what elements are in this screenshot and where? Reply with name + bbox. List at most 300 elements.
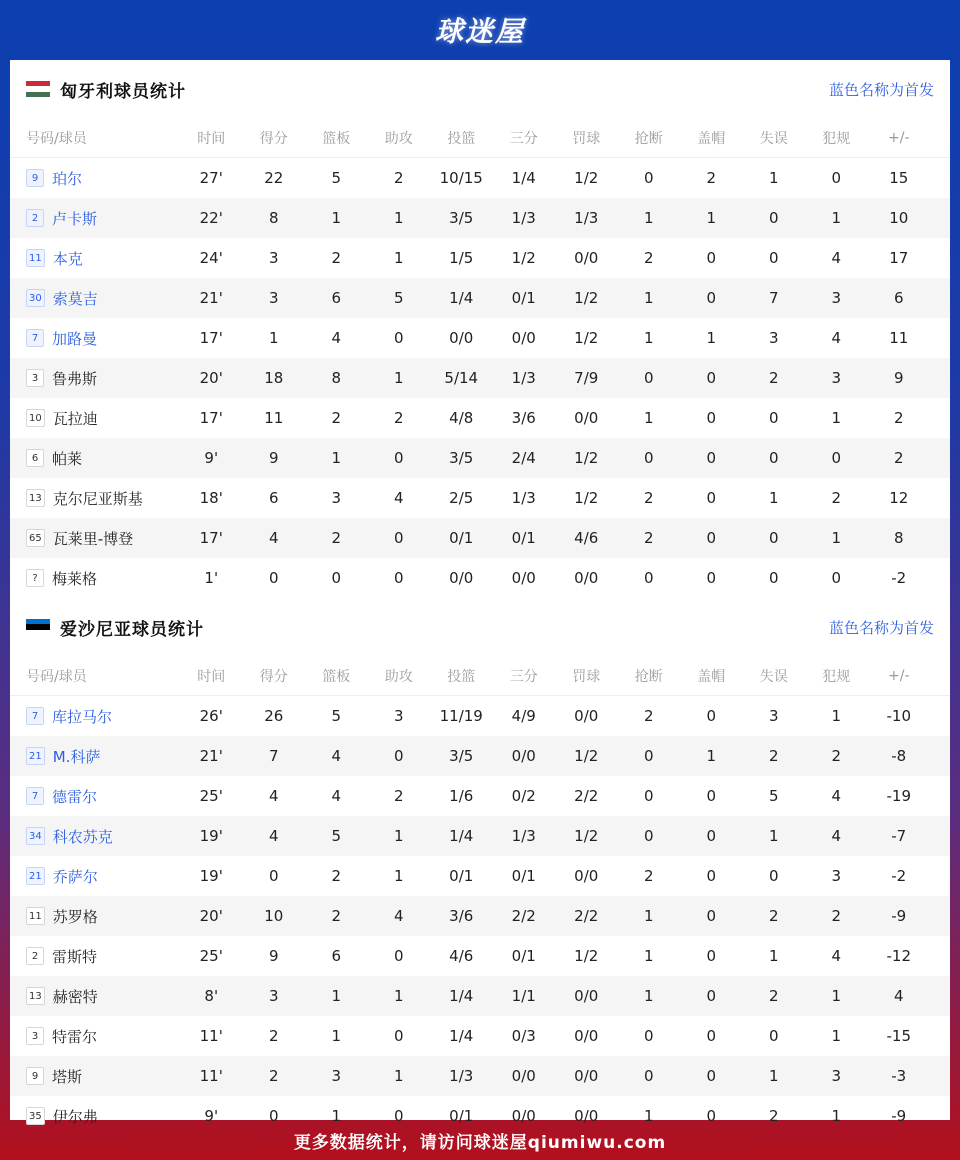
stat-cell: 2/5 [449, 489, 474, 507]
stat-cell: 0 [706, 289, 717, 307]
stat-cell: 2 [331, 249, 342, 267]
stat-cell: 11' [199, 1067, 223, 1085]
stat-cell: 1/2 [574, 947, 599, 965]
stat-cell: 3 [831, 867, 842, 885]
stat-cell: 2 [643, 707, 654, 725]
jersey-number-badge: 2 [26, 209, 44, 227]
table-row[interactable] [10, 696, 950, 736]
stat-cell: -2 [891, 569, 907, 587]
stat-cell: 8 [893, 529, 904, 547]
column-header: 助攻 [384, 668, 413, 685]
stat-cell: 0 [706, 1027, 717, 1045]
stat-cell: 2 [768, 987, 779, 1005]
stat-cell: 1 [706, 747, 717, 765]
stat-cell: 10/15 [439, 169, 483, 187]
player-name-link[interactable]: 特雷尔 [52, 1027, 98, 1046]
stat-cell: 24' [199, 249, 223, 267]
stat-cell: 3/6 [511, 409, 536, 427]
stat-cell: 11/19 [439, 707, 483, 725]
table-row[interactable] [10, 518, 950, 558]
stat-cell: 1/3 [511, 209, 536, 227]
stat-cell: 1 [831, 987, 842, 1005]
player-name-link[interactable]: 科农苏克 [52, 827, 113, 846]
stat-cell: 1/4 [449, 987, 474, 1005]
stat-cell: 1 [768, 489, 779, 507]
table-row[interactable] [10, 896, 950, 936]
player-name-link[interactable]: 克尔尼亚斯基 [52, 489, 143, 508]
player-name-link[interactable]: 乔萨尔 [52, 867, 98, 886]
stat-cell: 0 [643, 1027, 654, 1045]
player-cell [10, 488, 180, 509]
section-header [10, 60, 950, 118]
table-row[interactable] [10, 478, 950, 518]
player-cell [10, 208, 180, 229]
stat-cell: 5 [393, 289, 404, 307]
stat-cell: 2 [268, 1067, 279, 1085]
stat-cell: -15 [886, 1027, 911, 1045]
stat-cell: 5 [331, 827, 342, 845]
stat-cell: 3 [831, 369, 842, 387]
jersey-number-badge: 30 [26, 289, 45, 307]
stat-cell: -9 [891, 1107, 907, 1125]
player-cell [10, 528, 180, 549]
flag-icon [26, 619, 50, 635]
stat-cell: 17' [199, 329, 223, 347]
stat-cell: 0 [393, 747, 404, 765]
stat-cell: 19' [199, 867, 223, 885]
stat-cell: 4 [331, 329, 342, 347]
stat-cell: 1 [643, 409, 654, 427]
column-header: 抢断 [634, 668, 663, 685]
stat-cell: 0/0 [511, 747, 536, 765]
stat-cell: 4 [331, 747, 342, 765]
stat-cell: 1 [393, 987, 404, 1005]
column-header: 三分 [509, 130, 538, 147]
stat-cell: 3 [393, 707, 404, 725]
stat-cell: 1/2 [574, 449, 599, 467]
player-name-link[interactable]: 帕莱 [52, 449, 83, 468]
stat-cell: 2 [706, 169, 717, 187]
stat-cell: 1 [393, 249, 404, 267]
stat-cell: 0 [831, 569, 842, 587]
stat-cell: 4 [831, 249, 842, 267]
column-header: +/- [888, 667, 910, 684]
stat-cell: 2 [331, 867, 342, 885]
table-row[interactable] [10, 976, 950, 1016]
stat-cell: 4/9 [511, 707, 536, 725]
stat-cell: 1 [706, 329, 717, 347]
section-header [10, 598, 950, 656]
stat-cell: 1/3 [574, 209, 599, 227]
column-header: 得分 [259, 668, 288, 685]
stat-cell: 1 [331, 209, 342, 227]
stat-cell: 1/2 [574, 827, 599, 845]
stat-cell: 1 [643, 289, 654, 307]
stat-cell: 26 [264, 707, 284, 725]
stat-cell: 11 [889, 329, 909, 347]
stat-cell: 1/2 [511, 249, 536, 267]
jersey-number-badge: ? [26, 569, 44, 587]
player-name-link[interactable]: 德雷尔 [52, 787, 98, 806]
stat-cell: 2 [831, 747, 842, 765]
stat-cell: 27' [199, 169, 223, 187]
column-header: 盖帽 [697, 130, 726, 147]
stat-cell: 17' [199, 409, 223, 427]
player-name-link[interactable]: 瓦莱里-博登 [52, 529, 134, 548]
stat-cell: 1 [331, 1027, 342, 1045]
stat-cell: 1 [831, 529, 842, 547]
stat-cell: -2 [891, 867, 907, 885]
stat-cell: 2/2 [574, 907, 599, 925]
jersey-number-badge: 21 [26, 867, 45, 885]
stat-cell: 3 [831, 1067, 842, 1085]
stat-cell: 1 [393, 867, 404, 885]
stat-cell: 2/2 [511, 907, 536, 925]
stat-cell: 3/5 [449, 747, 474, 765]
stat-cell: 9 [268, 947, 279, 965]
player-name-link[interactable]: 库拉马尔 [52, 707, 113, 726]
column-header: 犯规 [822, 668, 851, 685]
stat-cell: 10 [889, 209, 909, 227]
stat-cell: 7 [768, 289, 779, 307]
player-cell [10, 248, 180, 269]
stat-cell: 3 [831, 289, 842, 307]
stat-cell: 0 [768, 249, 779, 267]
player-name-link[interactable]: 伊尔弗 [52, 1107, 98, 1126]
player-name-link[interactable]: 塔斯 [52, 1067, 83, 1086]
table-row[interactable] [10, 358, 950, 398]
stat-cell: 1 [393, 827, 404, 845]
stat-cell: 2 [831, 489, 842, 507]
jersey-number-badge: 11 [26, 907, 45, 925]
column-header: 投篮 [447, 130, 476, 147]
stat-cell: 4 [331, 787, 342, 805]
stat-cell: 0 [706, 867, 717, 885]
player-name-link[interactable]: 卢卡斯 [52, 209, 98, 228]
jersey-number-badge: 9 [26, 1067, 44, 1085]
jersey-number-badge: 3 [26, 369, 44, 387]
stat-cell: 11 [264, 409, 284, 427]
stat-cell: 1' [204, 569, 219, 587]
stat-cell: 0/1 [511, 289, 536, 307]
stat-cell: 0 [643, 1067, 654, 1085]
player-cell [10, 168, 180, 189]
stats-card [10, 60, 950, 1126]
stat-cell: 3/5 [449, 449, 474, 467]
stat-cell: 0 [831, 449, 842, 467]
stat-cell: 1/2 [574, 747, 599, 765]
column-header: 时间 [197, 130, 226, 147]
stat-cell: 0 [643, 787, 654, 805]
table-row[interactable] [10, 736, 950, 776]
stat-cell: 19' [199, 827, 223, 845]
stat-cell: 0/0 [511, 1067, 536, 1085]
table-row[interactable] [10, 198, 950, 238]
stat-cell: 18' [199, 489, 223, 507]
stat-cell: 4 [268, 827, 279, 845]
table-row[interactable] [10, 238, 950, 278]
column-header: 助攻 [384, 130, 413, 147]
stat-cell: 0 [393, 947, 404, 965]
player-name-link[interactable]: 赫密特 [52, 987, 98, 1006]
stat-cell: 0/0 [511, 569, 536, 587]
stat-cell: 0 [706, 707, 717, 725]
stat-cell: 3 [268, 987, 279, 1005]
player-name-link[interactable]: 鲁弗斯 [52, 369, 98, 388]
stat-cell: 0 [768, 867, 779, 885]
player-cell [10, 986, 180, 1007]
player-name-link[interactable]: 加路曼 [52, 329, 98, 348]
stat-cell: 12 [889, 489, 909, 507]
stat-cell: 4/6 [449, 947, 474, 965]
stat-cell: 1 [831, 1027, 842, 1045]
stat-cell: 0/0 [449, 329, 474, 347]
player-cell [10, 1066, 180, 1087]
stat-cell: 1 [393, 209, 404, 227]
stat-cell: 4 [831, 947, 842, 965]
stat-cell: 0 [393, 1107, 404, 1125]
stat-cell: 1 [831, 209, 842, 227]
stat-cell: 0 [331, 569, 342, 587]
stat-cell: 0 [706, 1067, 717, 1085]
stat-cell: 18 [264, 369, 284, 387]
player-name-link[interactable]: 苏罗格 [52, 907, 98, 926]
starter-legend: 蓝色名称为首发 [828, 618, 934, 637]
stat-cell: 1 [706, 209, 717, 227]
stat-cell: 5 [331, 169, 342, 187]
jersey-number-badge: 7 [26, 707, 44, 725]
column-header: 得分 [259, 130, 288, 147]
stat-cell: 0/2 [511, 787, 536, 805]
player-cell [10, 906, 180, 927]
table-row[interactable] [10, 1016, 950, 1056]
stat-cell: 0/0 [574, 1027, 599, 1045]
stat-cell: 0 [643, 169, 654, 187]
player-cell [10, 328, 180, 349]
table-row[interactable] [10, 816, 950, 856]
stat-cell: 25' [199, 787, 223, 805]
table-row[interactable] [10, 1056, 950, 1096]
stat-cell: 0/0 [574, 1067, 599, 1085]
column-header: 犯规 [822, 130, 851, 147]
stat-cell: 0 [643, 369, 654, 387]
stat-cell: 17 [889, 249, 909, 267]
stat-cell: 0 [706, 529, 717, 547]
stat-cell: 1 [831, 707, 842, 725]
stat-cell: 2 [893, 409, 904, 427]
jersey-number-badge: 6 [26, 449, 44, 467]
table-header-row [10, 118, 950, 158]
table-row[interactable] [10, 438, 950, 478]
stat-cell: 1/2 [574, 329, 599, 347]
stat-cell: 1 [393, 369, 404, 387]
stat-cell: 0/1 [449, 1107, 474, 1125]
stat-cell: 1 [643, 907, 654, 925]
stat-cell: 0 [706, 827, 717, 845]
stat-cell: 3 [268, 289, 279, 307]
stat-cell: 1/4 [449, 289, 474, 307]
table-row[interactable] [10, 318, 950, 358]
stat-cell: -12 [886, 947, 911, 965]
column-header: 号码/球员 [26, 668, 87, 685]
stat-cell: 0 [268, 1107, 279, 1125]
stat-cell: 2 [643, 249, 654, 267]
stat-cell: 0 [268, 867, 279, 885]
stat-cell: 3 [331, 489, 342, 507]
stat-cell: 2 [768, 747, 779, 765]
stat-cell: -19 [886, 787, 911, 805]
stat-cell: 9 [268, 449, 279, 467]
stat-cell: 0 [268, 569, 279, 587]
jersey-number-badge: 65 [26, 529, 45, 547]
stat-cell: 1/6 [449, 787, 474, 805]
jersey-number-badge: 34 [26, 827, 45, 845]
footer-banner: 更多数据统计，请访问球迷屋qiumiwu.com [293, 1132, 667, 1153]
stat-cell: 1 [643, 1107, 654, 1125]
player-cell [10, 1026, 180, 1047]
player-cell [10, 746, 180, 767]
stat-cell: 2 [831, 907, 842, 925]
stat-cell: 0 [393, 449, 404, 467]
stat-cell: 17' [199, 529, 223, 547]
column-header: 篮板 [322, 668, 351, 685]
stat-cell: 1/3 [511, 489, 536, 507]
column-header: 号码/球员 [26, 130, 87, 147]
stat-cell: 4 [893, 987, 904, 1005]
stat-cell: 0 [706, 449, 717, 467]
table-row[interactable] [10, 278, 950, 318]
stat-cell: 2 [393, 169, 404, 187]
player-name-link[interactable]: 梅莱格 [52, 569, 98, 588]
player-cell [10, 786, 180, 807]
stat-cell: 3 [768, 329, 779, 347]
stat-cell: 0/1 [449, 867, 474, 885]
stat-cell: 8 [268, 209, 279, 227]
column-header: 三分 [509, 668, 538, 685]
stat-cell: 1 [643, 329, 654, 347]
stat-cell: 0/0 [574, 569, 599, 587]
table-header-row [10, 656, 950, 696]
stat-cell: 0 [643, 747, 654, 765]
player-cell [10, 826, 180, 847]
stat-cell: 11' [199, 1027, 223, 1045]
stat-cell: 2 [893, 449, 904, 467]
stat-cell: 3/6 [449, 907, 474, 925]
stat-cell: 7/9 [574, 369, 599, 387]
stat-cell: 0 [393, 329, 404, 347]
stat-cell: 1 [393, 1067, 404, 1085]
stat-cell: 0/0 [574, 249, 599, 267]
stat-cell: 2/4 [511, 449, 536, 467]
stat-cell: 0 [643, 827, 654, 845]
player-name-link[interactable]: 瓦拉迪 [52, 409, 98, 428]
stat-cell: 1/3 [511, 369, 536, 387]
stat-cell: 1 [768, 1067, 779, 1085]
stat-cell: 1 [331, 449, 342, 467]
table-row[interactable] [10, 776, 950, 816]
stat-cell: 2 [331, 907, 342, 925]
stat-cell: 0/0 [574, 867, 599, 885]
stat-cell: 0 [831, 169, 842, 187]
stat-cell: 1/2 [574, 289, 599, 307]
column-header: 篮板 [322, 130, 351, 147]
stat-cell: 21' [199, 289, 223, 307]
stat-cell: 0/0 [574, 1107, 599, 1125]
stat-cell: 0 [706, 369, 717, 387]
stat-cell: 3/5 [449, 209, 474, 227]
stat-cell: 6 [331, 289, 342, 307]
stat-cell: 1/4 [449, 827, 474, 845]
player-cell [10, 568, 180, 589]
stat-cell: 0 [768, 409, 779, 427]
player-cell [10, 408, 180, 429]
stat-cell: 0 [706, 987, 717, 1005]
stat-cell: 2 [768, 907, 779, 925]
stat-cell: -7 [891, 827, 907, 845]
stat-cell: 5/14 [444, 369, 479, 387]
stat-cell: 2 [393, 787, 404, 805]
stat-cell: 0 [706, 1107, 717, 1125]
stat-cell: 0/0 [511, 1107, 536, 1125]
stat-cell: 0 [393, 1027, 404, 1045]
player-name-link[interactable]: 本克 [52, 249, 83, 268]
column-header: 时间 [197, 668, 226, 685]
stat-cell: 0 [643, 449, 654, 467]
jersey-number-badge: 13 [26, 987, 45, 1005]
stat-cell: 4/8 [449, 409, 474, 427]
stat-cell: 1 [331, 1107, 342, 1125]
jersey-number-badge: 35 [26, 1107, 45, 1125]
team-section [10, 598, 950, 1136]
table-row[interactable] [10, 398, 950, 438]
stat-cell: 0/1 [511, 867, 536, 885]
stat-cell: 0 [393, 569, 404, 587]
table-row[interactable] [10, 936, 950, 976]
stat-cell: 4/6 [574, 529, 599, 547]
stat-cell: 3 [768, 707, 779, 725]
player-cell [10, 706, 180, 727]
stat-cell: 7 [268, 747, 279, 765]
stat-cell: 1/4 [449, 1027, 474, 1045]
stat-cell: 5 [331, 707, 342, 725]
table-row[interactable] [10, 856, 950, 896]
player-cell [10, 288, 180, 309]
stat-cell: 9' [204, 449, 219, 467]
stat-cell: 0 [706, 569, 717, 587]
stat-cell: 2 [331, 529, 342, 547]
player-name-link[interactable]: 雷斯特 [52, 947, 98, 966]
player-name-link[interactable]: M.科萨 [52, 747, 101, 766]
stat-cell: 2 [268, 1027, 279, 1045]
team-section [10, 60, 950, 598]
stat-cell: 5 [768, 787, 779, 805]
stat-cell: 20' [199, 907, 223, 925]
stat-cell: 4 [831, 787, 842, 805]
table-row[interactable] [10, 158, 950, 198]
stat-cell: 1 [768, 169, 779, 187]
stat-cell: 1/5 [449, 249, 474, 267]
stat-cell: 1 [831, 1107, 842, 1125]
table-row[interactable] [10, 558, 950, 598]
stat-cell: -8 [891, 747, 907, 765]
stat-cell: 2 [393, 409, 404, 427]
player-name-link[interactable]: 珀尔 [52, 169, 83, 188]
stat-cell: 1/2 [574, 169, 599, 187]
player-name-link[interactable]: 索莫吉 [52, 289, 98, 308]
stat-cell: 1 [643, 209, 654, 227]
stat-cell: 9' [204, 1107, 219, 1125]
stat-cell: 1 [643, 947, 654, 965]
